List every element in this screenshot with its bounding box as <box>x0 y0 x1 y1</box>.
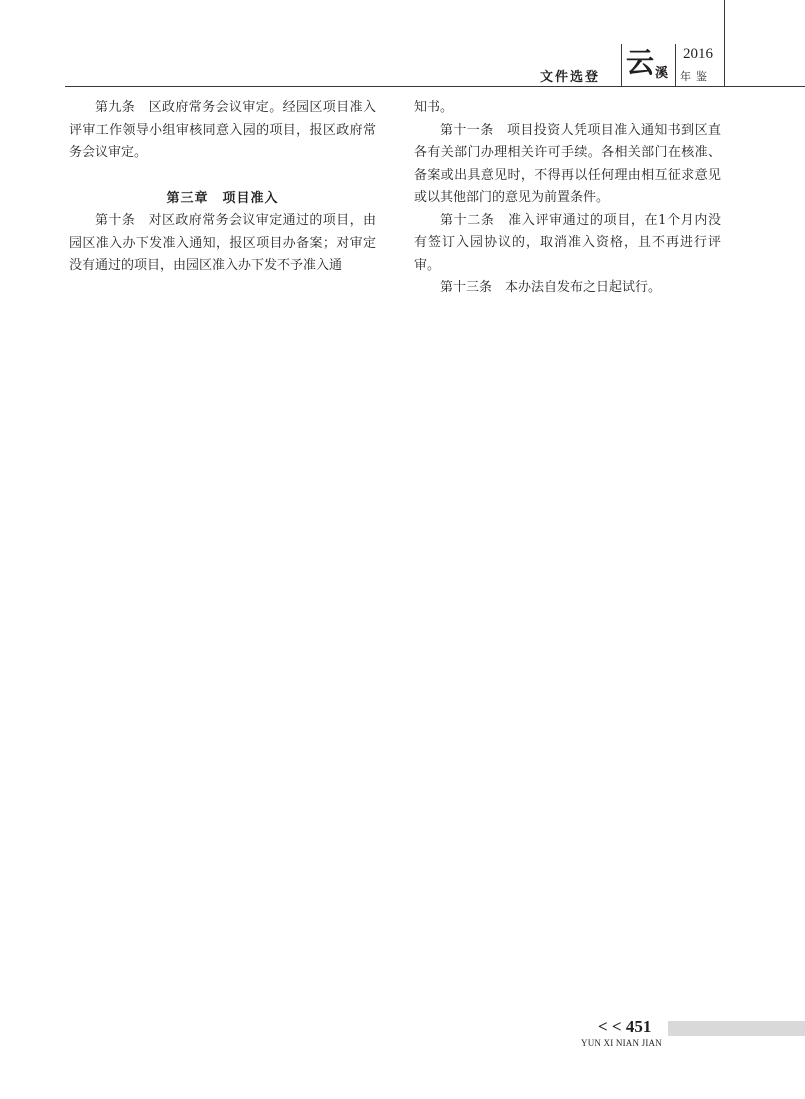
chapter-heading: 第三章 项目准入 <box>166 190 279 206</box>
article-9: 第九条 区政府常务会议审定。经园区项目准入评审工作领导小组审核同意入园的项目，报区政府常务会议审定。 <box>69 100 376 160</box>
article-13: 第十三条 本办法自发布之日起试行。 <box>440 280 662 295</box>
header-rule <box>65 86 805 87</box>
section-title: 文件选登 <box>540 70 601 85</box>
header-vertical-rule <box>724 0 725 86</box>
left-column <box>69 97 376 278</box>
article-12: 第十二条 准入评审通过的项目，在1个月内没有签订入园协议的，取消准入资格，且不再进行评审。 <box>414 212 721 273</box>
yearbook-label: 年鉴 <box>680 70 712 83</box>
page-number-bar <box>668 1021 805 1036</box>
footer-title: YUN XI NIAN JIAN <box>581 1038 662 1048</box>
article-10-continued: 知书。 <box>414 100 454 115</box>
article-11: 第十一条 项目投资人凭项目准入通知书到区直各有关部门办理相关许可手续。各相关部门在核准、备案或出具意见时，不得再以任何理由相互征求意见或以其他部门的意见为前置条件。 <box>414 122 721 205</box>
header-divider <box>675 44 676 86</box>
article-10: 第十条 对区政府常务会议审定通过的项目，由园区准入办下发准入通知，报区项目办备案；对审定没有通过的项目，由园区准入办下发不予准入通 <box>69 213 376 273</box>
logo-yun: 云 <box>626 46 655 79</box>
logo-xi: 溪 <box>655 66 669 81</box>
right-column <box>414 97 721 300</box>
page-number: < < 451 <box>598 1017 652 1036</box>
year-label: 2016 <box>683 46 713 62</box>
header-divider <box>621 44 622 86</box>
